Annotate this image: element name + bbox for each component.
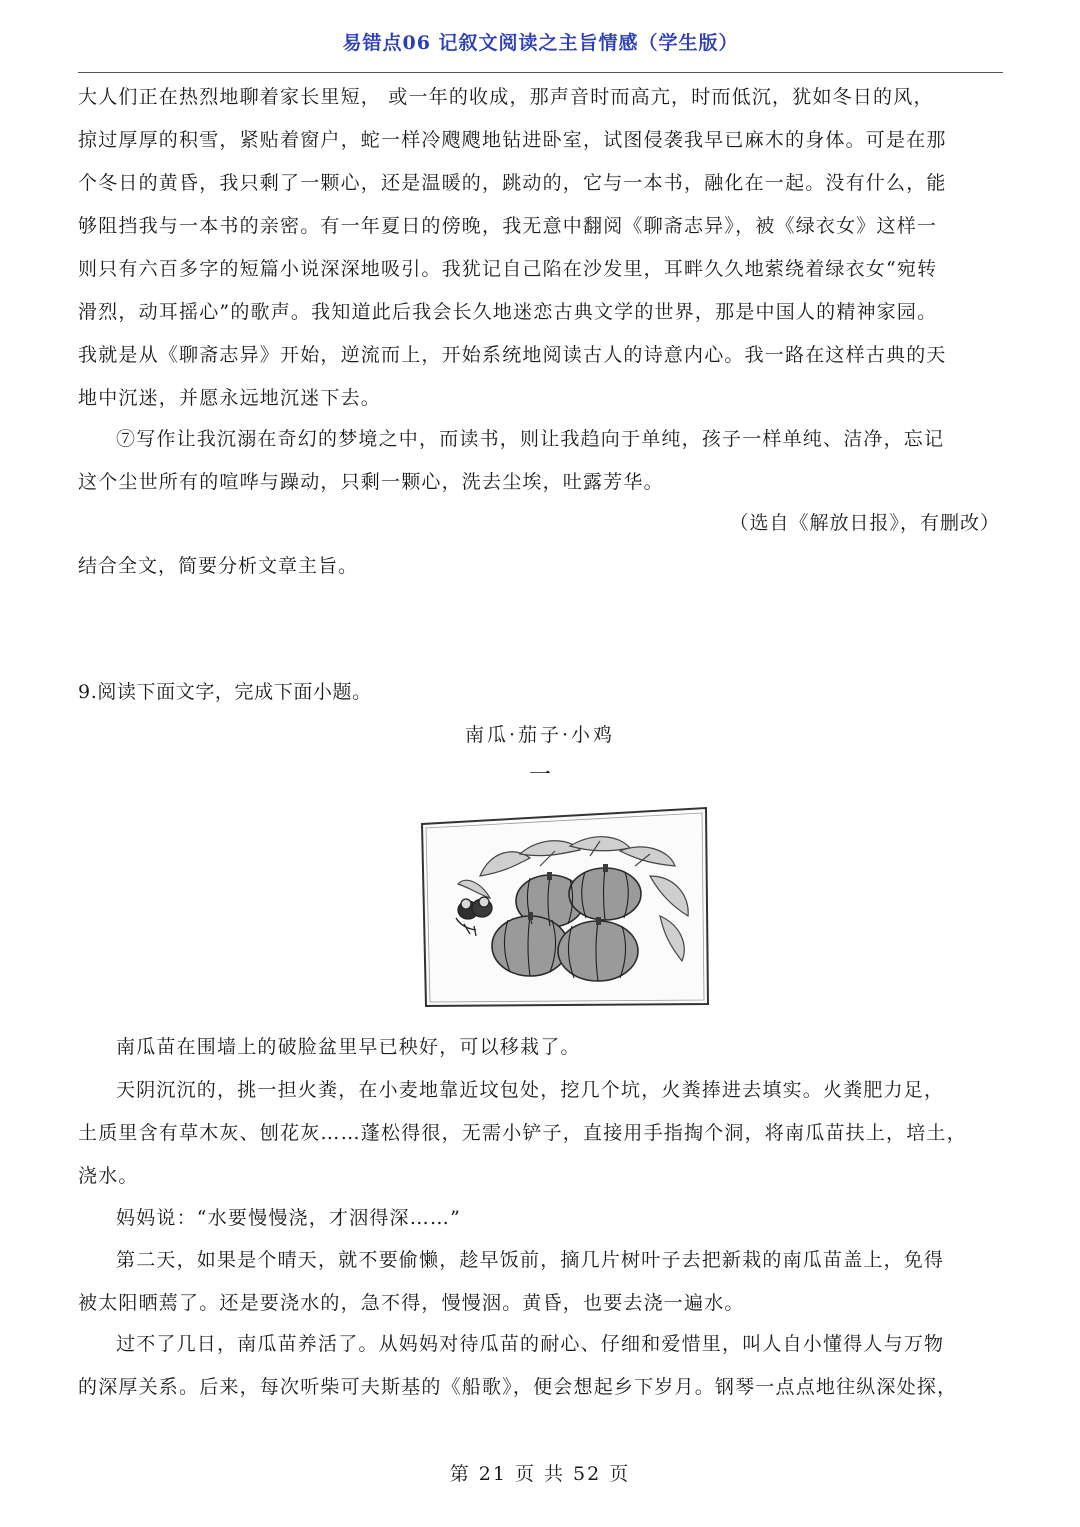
task-9-prompt: 9.阅读下面文字，完成下面小题。 — [78, 681, 372, 703]
question-prompt: 结合全文，简要分析文章主旨。 — [78, 555, 359, 577]
text-line: 大人们正在热烈地聊着家长里短， 或一年的收成，那声音时而高亢，时而低沉，犹如冬日的风， — [78, 86, 934, 108]
text-line: 够阻挡我与一本书的亲密。有一年夏日的傍晚，我无意中翻阅《聊斋志异》，被《绿衣女》这样一 — [78, 215, 938, 237]
text-line: 被太阳晒蔫了。还是要浇水的，急不得，慢慢洇。黄昏，也要去浇一遍水。 — [78, 1292, 745, 1314]
text-line: 掠过厚厚的积雪，紧贴着窗户，蛇一样冷飕飕地钻进卧室，试图侵袭我早已麻木的身体。可是在那 — [78, 129, 947, 151]
story-paragraph-3 — [78, 1197, 1003, 1240]
text-line: 浇水。 — [78, 1165, 139, 1187]
text-line: 南瓜苗在围墙上的破脸盆里早已秧好，可以移栽了。 — [116, 1036, 581, 1058]
page-header-title: 易错点06 记叙文阅读之主旨情感（学生版） — [342, 32, 739, 54]
text-line: ⑦写作让我沉溺在奇幻的梦境之中，而读书，则让我趋向于单纯，孩子一样单纯、洁净，忘记 — [116, 428, 945, 450]
text-line: 的深厚关系。后来，每次听柴可夫斯基的《船歌》，便会想起乡下岁月。钢琴一点点地往纵深处探， — [78, 1376, 958, 1398]
passage-source: （选自《解放日报》，有删改） — [729, 512, 1000, 534]
text-line: 我就是从《聊斋志异》开始，逆流而上，开始系统地阅读古人的诗意内心。我一路在这样古典的天 — [78, 344, 947, 366]
text-line: 地中沉迷，并愿永远地沉迷下去。 — [78, 387, 382, 409]
text-line: 天阴沉沉的，挑一担火粪，在小麦地靠近坟包处，挖几个坑，火粪捧进去填实。火粪肥力足， — [116, 1079, 945, 1101]
story-paragraph-4 — [78, 1239, 1003, 1325]
story-paragraph-2 — [78, 1069, 1003, 1198]
header-divider — [78, 72, 1003, 73]
text-line: 妈妈说：“水要慢慢浇，才洇得深……” — [116, 1207, 462, 1229]
passage-paragraph-7 — [78, 418, 1003, 504]
passage-paragraph — [78, 76, 1003, 420]
text-line: 滑烈，动耳摇心”的歌声。我知道此后我会长久地迷恋古典文学的世界，那是中国人的精神家园。 — [78, 301, 938, 323]
text-line: 过不了几日，南瓜苗养活了。从妈妈对待瓜苗的耐心、仔细和爱惜里，叫人自小懂得人与万物 — [116, 1333, 945, 1355]
text-line: 这个尘世所有的喧哗与躁动，只剩一颗心，洗去尘埃，吐露芳华。 — [78, 471, 664, 493]
text-line: 土质里含有草木灰、刨花灰……蓬松得很，无需小铲子，直接用手指掏个洞，将南瓜苗扶上，培土， — [78, 1122, 967, 1144]
story-paragraph-5 — [78, 1323, 1003, 1409]
text-line: 则只有六百多字的短篇小说深深地吸引。我犹记自己陷在沙发里，耳畔久久地萦绕着绿衣女“宛转 — [78, 258, 938, 280]
story-paragraph-1 — [78, 1026, 1003, 1069]
text-line: 第二天，如果是个晴天，就不要偷懒，趁早饭前，摘几片树叶子去把新栽的南瓜苗盖上，免得 — [116, 1249, 945, 1271]
pumpkin-and-chicks-drawing-icon — [420, 806, 710, 1010]
story-title: 南瓜·茄子·小鸡 — [464, 724, 616, 746]
text-line: 个冬日的黄昏，我只剩了一颗心，还是温暖的，跳动的，它与一本书，融化在一起。没有什么，能 — [78, 172, 947, 194]
page-footer: 第 21 页 共 52 页 — [449, 1463, 631, 1485]
section-number: 一 — [528, 763, 551, 788]
